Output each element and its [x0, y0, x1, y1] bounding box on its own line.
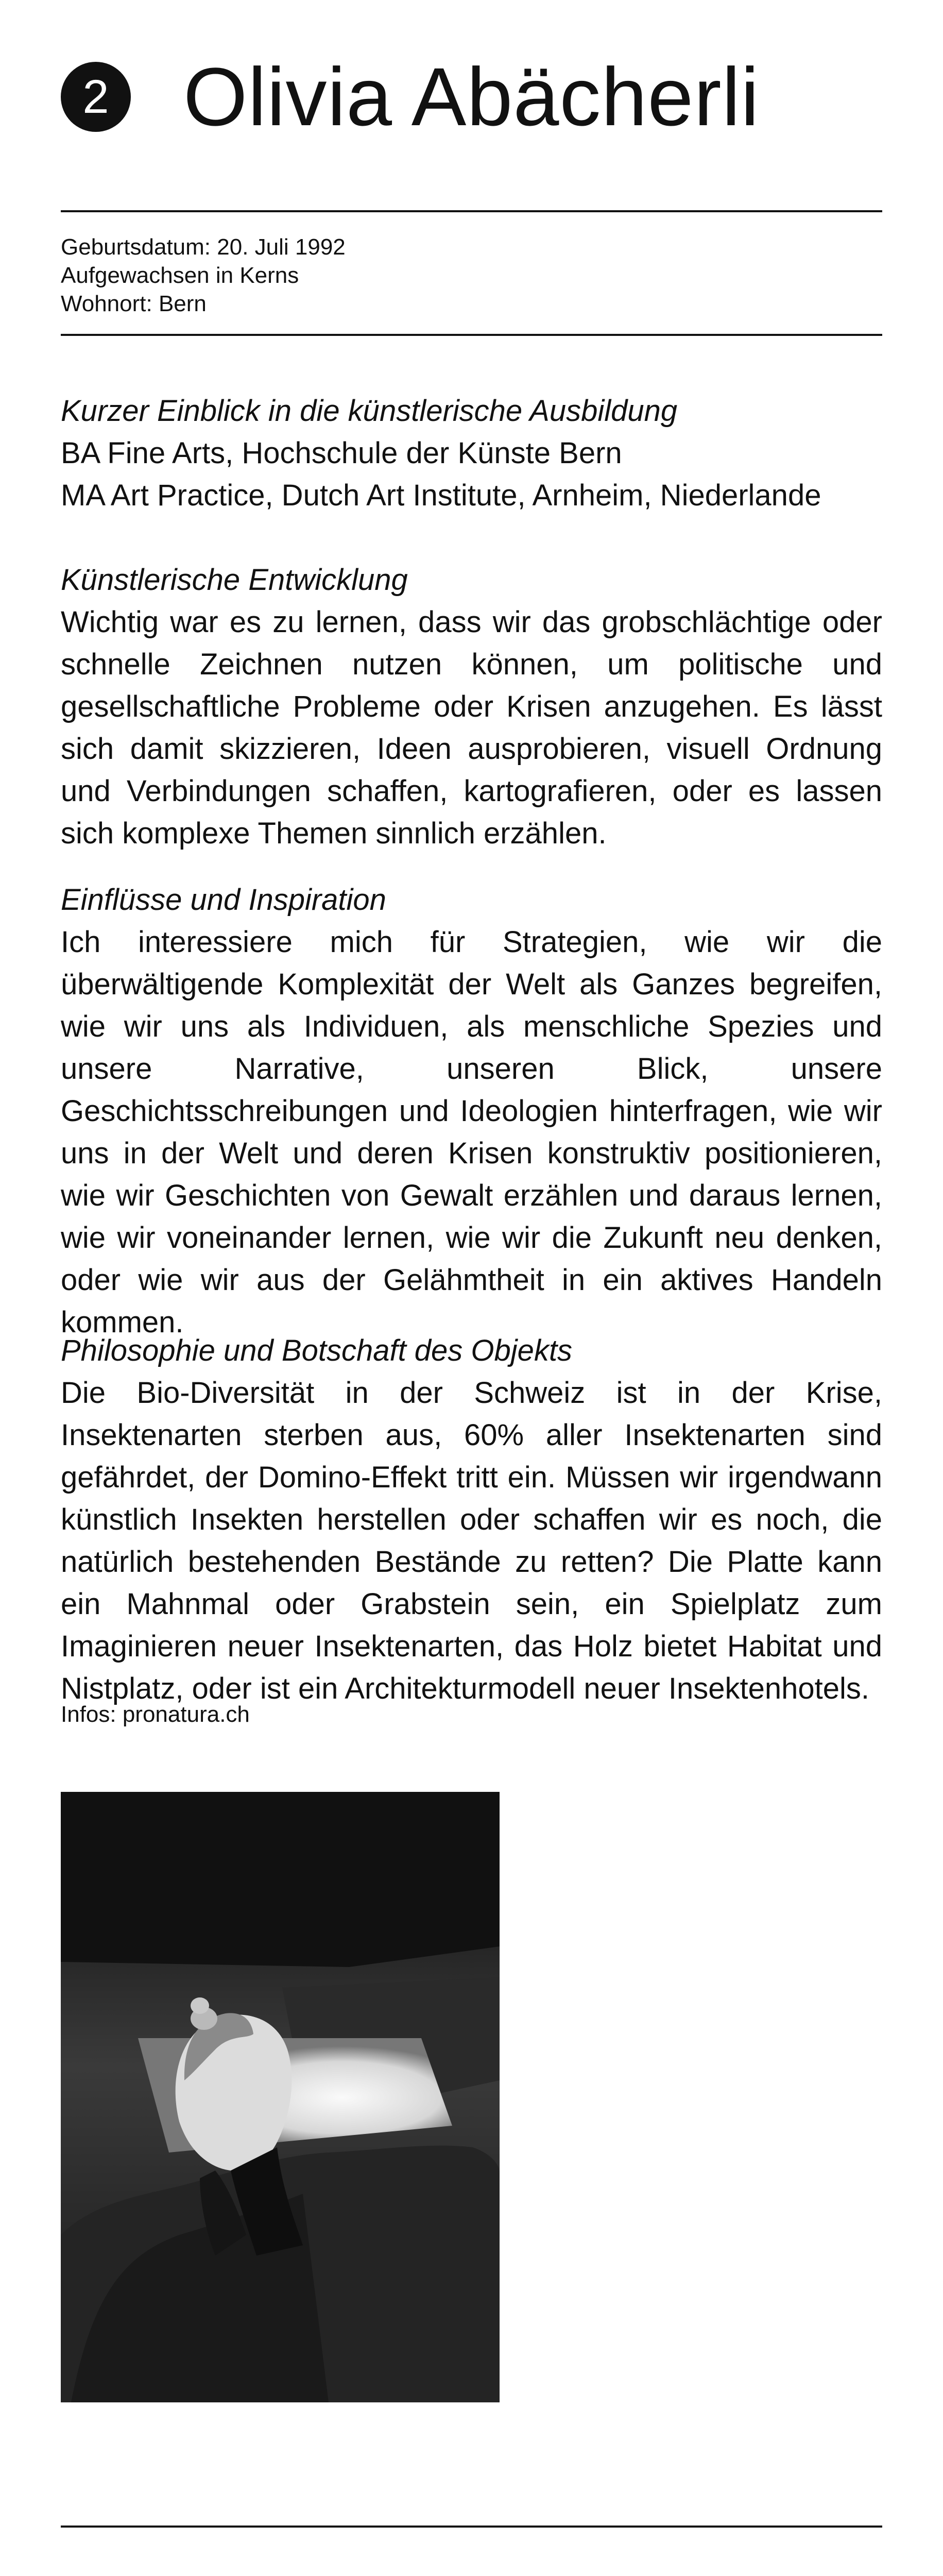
- education-heading: Kurzer Einblick in die künstlerische Ausbildung: [61, 394, 678, 428]
- divider-bio: [61, 334, 882, 336]
- artist-name: Olivia Abächerli: [183, 50, 760, 143]
- info-note: Infos: pronatura.ch: [61, 1702, 250, 1727]
- development-section: [61, 559, 882, 855]
- artist-number-badge: [61, 62, 131, 132]
- development-heading: Künstlerische Entwicklung: [61, 563, 408, 597]
- influences-body: Ich interessiere mich für Strategien, wie wir die überwältigende Komplexität der Welt als Ganzes begreifen, wie wir uns als Individuen, als menschliche Spezies und unsere Narrative, unseren Blick, unsere Geschichtsschreibungen und Ideologien hinterfragen, wie wir uns in der Welt und deren Krisen konstruktiv positionieren, wie wir Geschichten von Gewalt erzählen und daraus lernen, wie wir voneinander lernen, wie wir die Zukunft neu denken, oder wie wir aus der Gelähmtheit in ein aktives Handeln kommen.: [61, 925, 882, 1339]
- residence: Wohnort: Bern: [61, 291, 207, 316]
- kultur-kerns-logo: [61, 2550, 882, 2576]
- influences-heading: Einflüsse und Inspiration: [61, 883, 386, 917]
- birthdate: Geburtsdatum: 20. Juli 1992: [61, 234, 346, 260]
- philosophy-section: [61, 1330, 882, 1710]
- artist-portrait-photo: [61, 1792, 500, 2402]
- divider-logo-top: [61, 2526, 882, 2528]
- portrait-image: [61, 1792, 500, 2402]
- philosophy-body: Die Bio-Diversität in der Schweiz ist in der Krise, Insektenarten sterben aus, 60% aller Insektenarten sind gefährdet, der Domino-Effekt tritt ein. Müssen wir irgendwann künstlich Insekten herstellen oder schaffen wir es noch, die natürlich bestehenden Bestände zu retten? Die Platte kann ein Mahnmal oder Grabstein sein, ein Spielplatz zum Imaginieren neuer Insektenarten, das Holz bietet Habitat und Nistplatz, oder ist ein Architekturmodell neuer Insektenhotels.: [61, 1376, 882, 1705]
- divider-top: [61, 210, 882, 212]
- raised-in: Aufgewachsen in Kerns: [61, 263, 299, 288]
- development-body: Wichtig war es zu lernen, dass wir das grobschlächtige oder schnelle Zeichnen nutzen können, um politische und gesellschaftliche Probleme oder Krisen anzugehen. Es lässt sich damit skizzieren, Ideen ausprobieren, visuell Ordnung und Verbindungen schaffen, kartografieren, oder es lassen sich komplexe Themen sinnlich erzählen.: [61, 605, 882, 850]
- kultur-kerns-logo-graphic: [61, 2550, 882, 2576]
- education-line: MA Art Practice, Dutch Art Institute, Arnheim, Niederlande: [61, 479, 821, 512]
- education-line: BA Fine Arts, Hochschule der Künste Bern: [61, 436, 622, 470]
- philosophy-heading: Philosophie und Botschaft des Objekts: [61, 1334, 573, 1367]
- influences-section: [61, 879, 882, 1344]
- bio-facts: [61, 233, 346, 318]
- artist-number: 2: [82, 71, 109, 123]
- education-section: [61, 390, 882, 517]
